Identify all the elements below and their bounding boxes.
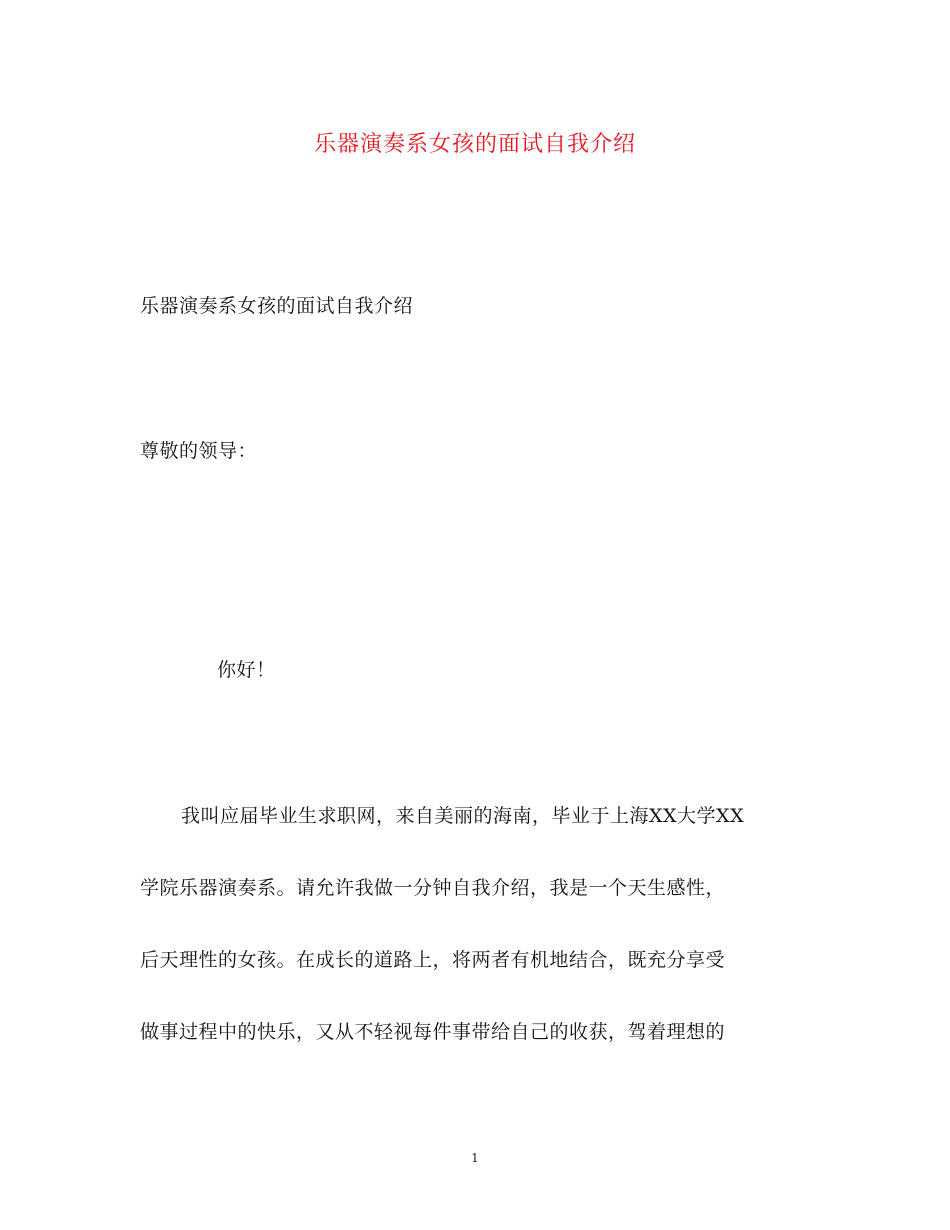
body-line: 我叫应届毕业生求职网，来自美丽的海南，毕业于上海XX大学XX [181, 805, 745, 827]
document-title: 乐器演奏系女孩的面试自我介绍 [313, 132, 636, 157]
page-number: 1 [471, 1151, 479, 1165]
body-line: 后天理性的女孩。在成长的道路上，将两者有机地结合，既充分享受 [140, 949, 726, 971]
body-line: 学院乐器演奏系。请允许我做一分钟自我介绍，我是一个天生感性， [140, 877, 726, 899]
document-subtitle: 乐器演奏系女孩的面试自我介绍 [140, 295, 414, 317]
salutation: 尊敬的领导： [140, 440, 258, 462]
greeting: 你好！ [217, 659, 276, 681]
body-line: 做事过程中的快乐，又从不轻视每件事带给自己的收获，驾着理想的 [140, 1021, 726, 1043]
